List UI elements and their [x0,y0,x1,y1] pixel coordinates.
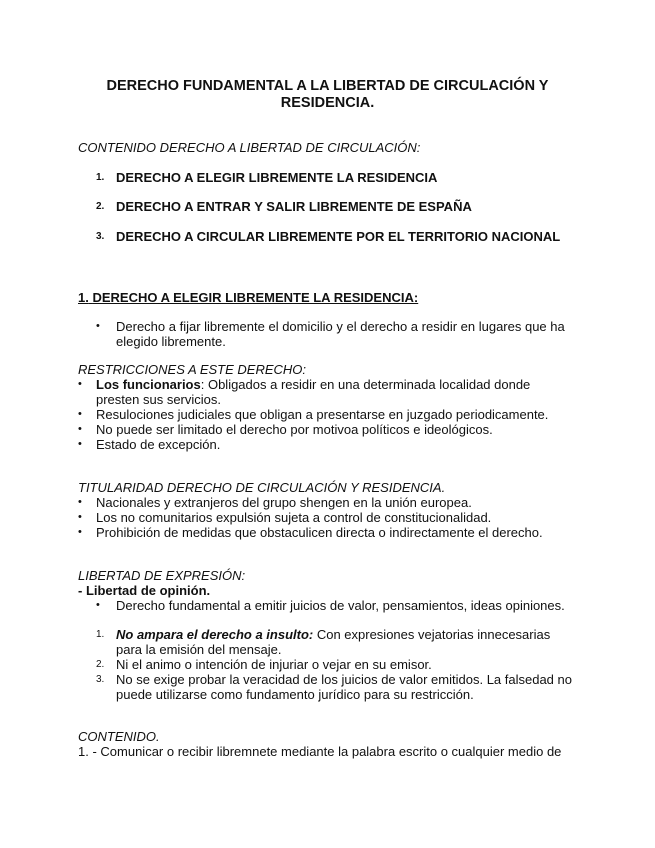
bullet-glyph: • [78,438,82,450]
expresion-bullet [96,598,576,613]
item-number: 3. [96,231,105,242]
item-text: Ni el animo o intención de injuriar o vejar en su emisor. [116,657,432,672]
expresion-item [96,672,576,702]
item-rest: Con expresiones vejatorias innecesarias para la emisión del mensaje. [116,627,551,657]
item-text: No se exige probar la veracidad de los juicios de valor emitidos. La falsedad no puede utilizarse como fundamento jurídico para su restricción. [116,672,572,702]
restricciones-item [78,437,578,452]
restriccion-bold: Los funcionarios [96,377,201,392]
item-number: 3. [96,674,105,685]
contenido2-heading: CONTENIDO. [78,729,160,744]
item-bold: No ampara el derecho a insulto: [116,627,314,642]
bullet-text: Derecho a fijar libremente el domicilio y el derecho a residir en lugares que ha elegido libremente. [116,319,565,349]
bullet-glyph: • [78,496,82,508]
titularidad-item [78,495,578,510]
bullet-glyph: • [78,378,82,390]
contenido-item [96,170,576,185]
restricciones-heading: RESTRICCIONES A ESTE DERECHO: [78,362,307,377]
bullet-glyph: • [96,320,100,332]
expresion-item [96,657,576,672]
section1-title: DERECHO A ELEGIR LIBREMENTE LA RESIDENCIA: [92,290,419,305]
expresion-item [96,627,576,657]
document-title: DERECHO FUNDAMENTAL A LA LIBERTAD DE CIRCULACIÓN Y RESIDENCIA. [106,78,549,111]
bullet-text: Los no comunitarios expulsión sujeta a control de constitucionalidad. [96,510,492,525]
restricciones-item [78,407,578,422]
item-text: DERECHO A ENTRAR Y SALIR LIBREMENTE DE ESPAÑA [116,199,472,214]
section1-number: 1. [78,290,89,305]
titularidad-heading: TITULARIDAD DERECHO DE CIRCULACIÓN Y RESIDENCIA. [78,480,446,495]
section1-heading [78,290,578,305]
bullet-text: Derecho fundamental a emitir juicios de valor, pensamientos, ideas opiniones. [116,598,565,613]
restricciones-item [78,422,578,437]
bullet-text: No puede ser limitado el derecho por motivoa políticos e ideológicos. [96,422,493,437]
bullet-text: Resulociones judiciales que obligan a presentarse en juzgado periodicamente. [96,407,549,422]
expresion-heading: LIBERTAD DE EXPRESIÓN: [78,568,246,583]
bullet-text: Estado de excepción. [96,437,221,452]
contenido-item [96,229,576,244]
bullet-glyph: • [78,423,82,435]
bullet-text: Nacionales y extranjeros del grupo shengen en la unión europea. [96,495,472,510]
contenido-heading: CONTENIDO DERECHO A LIBERTAD DE CIRCULACIÓN: [78,140,421,155]
bullet-glyph: • [78,408,82,420]
item-number: 1. [96,629,105,640]
item-text: DERECHO A ELEGIR LIBREMENTE LA RESIDENCIA [116,170,438,185]
expresion-sub: - Libertad de opinión. [78,583,211,598]
bullet-glyph: • [96,599,100,611]
item-number: 2. [96,659,105,670]
bullet-glyph: • [78,511,82,523]
item-number: 1. [96,172,105,183]
bullet-text: Prohibición de medidas que obstaculicen directa o indirectamente el derecho. [96,525,543,540]
item-number: 2. [96,201,105,212]
restricciones-item [78,377,578,407]
contenido-item [96,199,576,214]
section1-bullet [96,319,576,349]
contenido2-line: 1. - Comunicar o recibir libremnete mediante la palabra escrito o cualquier medio de [78,744,562,759]
item-text: DERECHO A CIRCULAR LIBREMENTE POR EL TERRITORIO NACIONAL [116,229,561,244]
restriccion-rest: : Obligados a residir en una determinada localidad donde presten sus servicios. [96,377,531,407]
titularidad-item [78,510,578,525]
bullet-glyph: • [78,526,82,538]
titularidad-item [78,525,578,540]
